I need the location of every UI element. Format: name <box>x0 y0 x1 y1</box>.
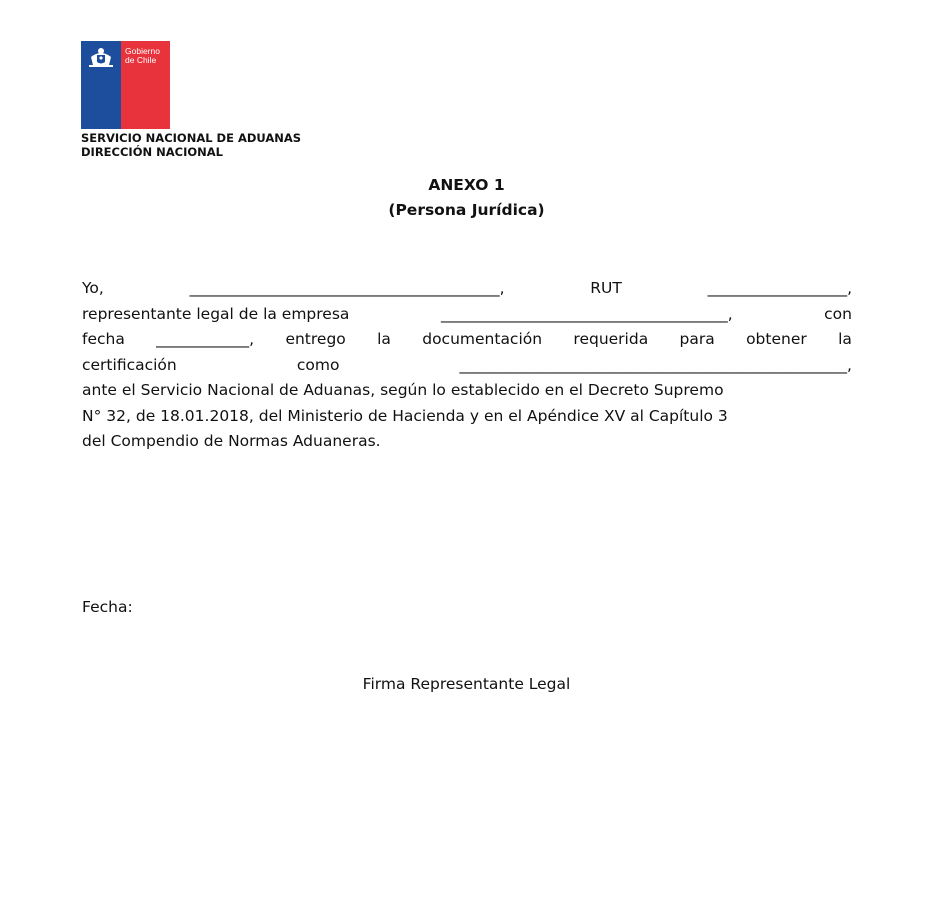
fecha-label: Fecha: <box>82 598 133 616</box>
word: entrego <box>285 330 346 348</box>
word: RUT <box>590 279 622 297</box>
word: certificación <box>82 355 177 374</box>
word: la <box>377 330 391 348</box>
paragraph-line <box>82 327 852 353</box>
word: la <box>838 330 852 348</box>
paragraph-line <box>82 404 852 430</box>
paragraph-line <box>82 276 852 302</box>
line-text: ante el Servicio Nacional de Aduanas, según lo establecido en el Decreto Supremo <box>82 381 724 399</box>
word: fecha <box>82 330 125 348</box>
declaration-paragraph <box>82 276 852 455</box>
word: para <box>679 330 715 348</box>
word: representante legal de la empresa <box>82 304 350 323</box>
blank-company-field: _____________________________________, <box>440 304 733 323</box>
org-line-1: SERVICIO NACIONAL DE ADUANAS <box>81 131 302 145</box>
line-text: del Compendio de Normas Aduaneras. <box>82 432 381 450</box>
line-text: N° 32, de 18.01.2018, del Ministerio de Hacienda y en el Apéndice XV al Capítulo 3 <box>82 406 728 425</box>
paragraph-line <box>82 353 852 379</box>
word: Yo, <box>82 279 104 297</box>
word: con <box>824 304 852 323</box>
logo-blue-panel <box>81 41 121 129</box>
blank-certification-field: __________________________________________________, <box>459 355 852 374</box>
logo-line-2: de Chile <box>125 55 157 65</box>
organization-name <box>81 131 301 159</box>
signature-label: Firma Representante Legal <box>362 675 571 693</box>
org-line-2: DIRECCIÓN NACIONAL <box>81 145 223 159</box>
logo-red-panel <box>121 41 170 129</box>
document-subtitle: (Persona Jurídica) <box>388 201 545 219</box>
word: obtener <box>746 330 807 348</box>
word: documentación <box>422 330 543 348</box>
blank-date-field: ____________, <box>156 330 255 348</box>
document-title: ANEXO 1 <box>428 176 505 194</box>
paragraph-line <box>82 302 852 328</box>
blank-rut-field: __________________, <box>707 279 852 297</box>
paragraph-line <box>82 429 852 455</box>
word: como <box>296 355 340 374</box>
gobierno-de-chile-logo <box>81 41 170 129</box>
paragraph-line <box>82 378 852 404</box>
word: requerida <box>573 330 649 348</box>
chile-coat-of-arms-icon <box>85 45 117 69</box>
logo-text <box>125 47 160 65</box>
blank-name-field: ________________________________________, <box>189 279 505 297</box>
logo-line-1: Gobierno <box>125 46 160 56</box>
